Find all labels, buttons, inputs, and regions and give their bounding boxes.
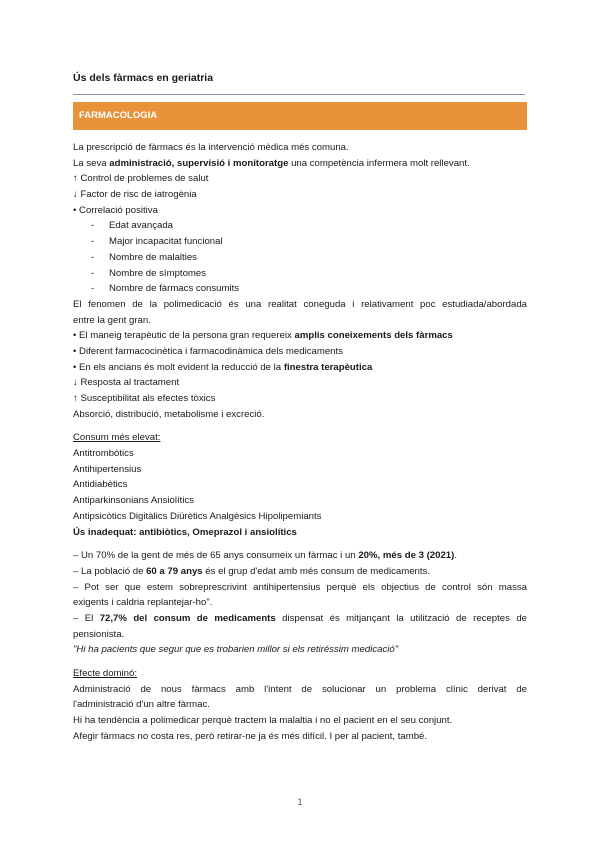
polimed-line-1: El fenomen de la polimedicació és una realitat coneguda i relativament poc estudiada/abordada: [73, 298, 527, 310]
title-divider: [73, 94, 525, 95]
polimed-bullet: ↑ Susceptibilitat als efectes tòxics: [73, 393, 216, 404]
intro-line-1: La prescripció de fàrmacs és la intervenció mèdica més comuna.: [73, 142, 349, 153]
polimed-line-2: entre la gent gran.: [73, 314, 151, 326]
consum-heading: Consum més elevat:: [73, 432, 161, 444]
list-item: • Correlació positiva: [73, 204, 158, 216]
domino-line: Afegir fàrmacs no costa res, però retirar-ne ja és més difícil. I per al pacient, també.: [73, 730, 428, 742]
consum-item: Antitrombòtics: [73, 448, 134, 460]
document-title: Ús dels fàrmacs en geriatria: [73, 72, 214, 84]
stat-line: exigents i caldria replantejar-ho".: [73, 597, 213, 609]
stat-line: – Pot ser que estem sobreprescrivint antihipertensius perquè els objectius de control són massa: [73, 581, 527, 593]
consum-inadequat: Ús inadequat: antibiòtics, Omeprazol i ansiolítics: [73, 526, 297, 538]
list-item: ↓ Factor de risc de iatrogènia: [73, 189, 197, 201]
polimed-bullet: ↓ Resposta al tractament: [73, 377, 180, 389]
page-number: 1: [297, 797, 303, 807]
consum-item: Antipsicòtics Digitàlics Diürètics Analgèsics Hipolipemiants: [73, 510, 322, 522]
consum-item: Antiparkinsonians Ansiolítics: [73, 495, 195, 507]
domino-line: Hi ha tendència a polimedicar perquè tractem la malaltia i no el pacient en el seu conjunt.: [73, 715, 453, 727]
polimed-bullet: Absorció, distribució, metabolisme i excreció.: [73, 408, 265, 420]
stat-line: – La població de 60 a 79 anys és el grup d'edat amb més consum de medicaments.: [73, 565, 431, 577]
domino-line: l'administració d'un altre fàrmac.: [73, 699, 210, 711]
stat-line: pensionista.: [73, 628, 125, 640]
domino-heading: Efecte dominó:: [73, 668, 137, 679]
document-body: [73, 140, 527, 744]
sub-list-item: - Nombre de malalties: [91, 251, 197, 263]
consum-item: Antihipertensius: [73, 463, 142, 475]
section-banner: FARMACOLOGIA: [73, 102, 527, 130]
intro-line-2: La seva administració, supervisió i monitoratge una competència infermera molt rellevant.: [73, 157, 470, 169]
sub-list-item: - Edat avançada: [91, 220, 174, 232]
sub-list-item: - Major incapacitat funcional: [91, 236, 223, 248]
domino-line: Administració de nous fàrmacs amb l'intent de solucionar un problema clínic derivat de: [73, 683, 527, 695]
consum-item: Antidiabètics: [73, 479, 128, 491]
polimed-bullet: • Diferent farmacocinètica i farmacodinàmica dels medicaments: [73, 345, 343, 357]
quote: "Hi ha pacients que segur que es trobarien millor si els retiréssim medicació": [73, 644, 399, 656]
sub-list-item: - Nombre de fàrmacs consumits: [91, 283, 240, 295]
polimed-bullet: • En els ancians és molt evident la reducció de la finestra terapèutica: [73, 361, 373, 373]
stat-line: – El 72,7% del consum de medicaments dispensat és mitjançant la utilització de receptes de: [73, 612, 528, 624]
sub-list-item: - Nombre de símptomes: [91, 267, 207, 279]
polimed-bullet: • El maneig terapèutic de la persona gran requereix amplis coneixements dels fàrmacs: [73, 330, 453, 342]
list-item: ↑ Control de problemes de salut: [73, 173, 209, 185]
stat-line: – Un 70% de la gent de més de 65 anys consumeix un fàrmac i un 20%, més de 3 (2021).: [73, 550, 457, 562]
